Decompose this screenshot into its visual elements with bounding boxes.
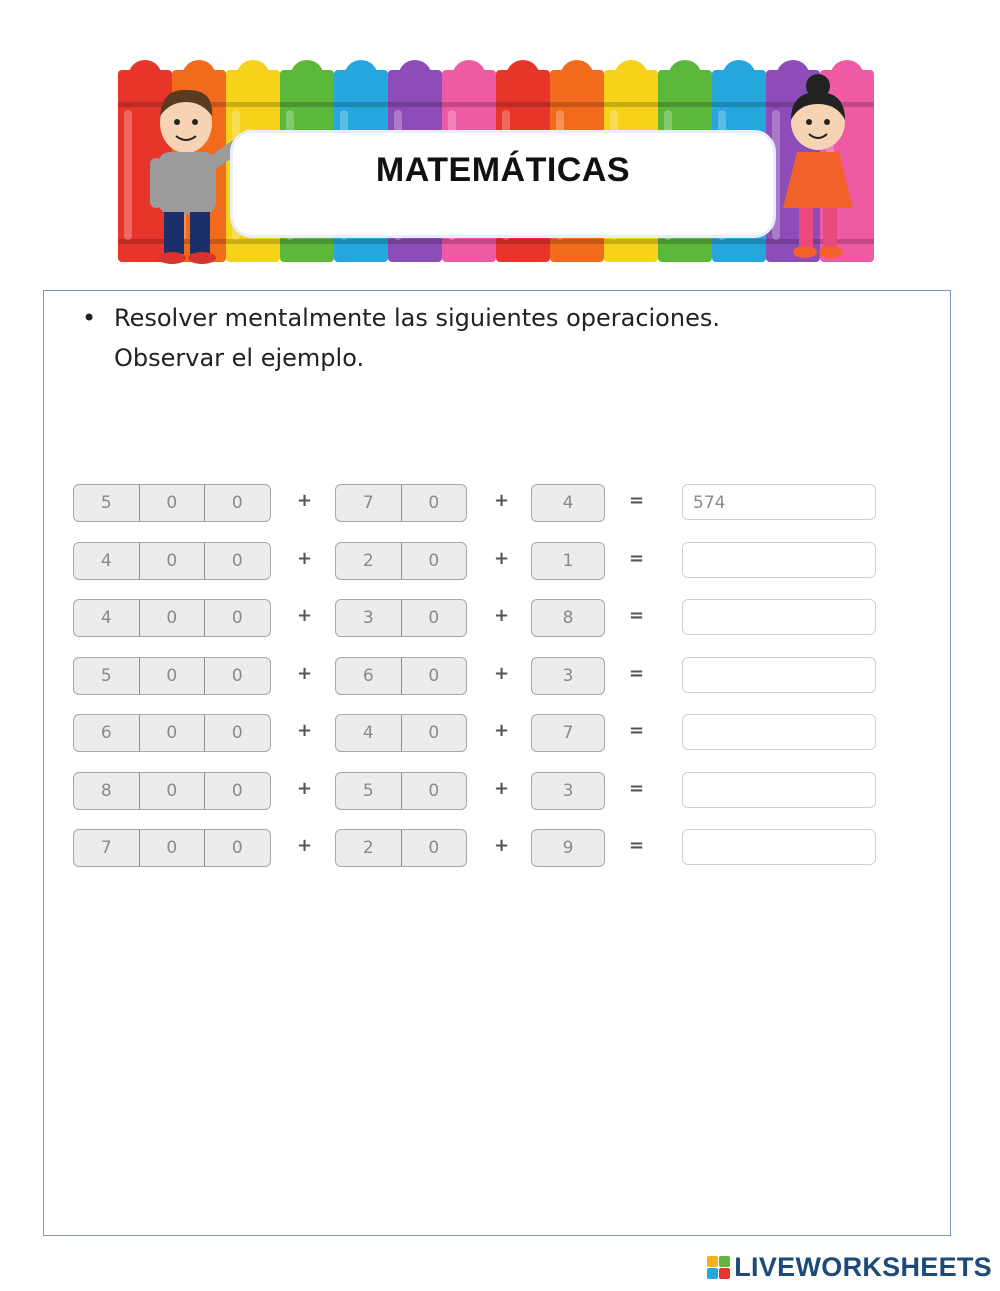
digit-cell: 4 xyxy=(562,493,574,513)
ones-box xyxy=(531,542,605,580)
ones-box xyxy=(531,657,605,695)
instructions xyxy=(82,298,908,378)
plus-sign: + xyxy=(297,662,313,684)
plus-sign: + xyxy=(494,777,510,799)
digit-cell: 0 xyxy=(139,485,205,521)
digit-cell: 6 xyxy=(100,723,112,743)
ones-box xyxy=(531,829,605,867)
digit-cell: 0 xyxy=(401,485,467,521)
digit-cell: 2 xyxy=(362,550,374,571)
equals-sign: = xyxy=(629,605,645,626)
ones-box xyxy=(531,599,605,637)
digit-cell: 7 xyxy=(562,723,574,743)
tens-box xyxy=(335,829,467,867)
logo-square xyxy=(719,1256,730,1267)
digit-cell: 0 xyxy=(401,543,467,579)
operation-row xyxy=(73,542,883,580)
tens-box xyxy=(335,772,467,810)
instruction-line-2: Observar el ejemplo. xyxy=(114,344,365,372)
plus-sign: + xyxy=(297,777,313,799)
answer-input[interactable] xyxy=(682,829,876,865)
digit-cell: 0 xyxy=(139,600,205,636)
digit-cell: 5 xyxy=(362,780,374,801)
hundreds-box xyxy=(73,484,271,522)
answer-input[interactable] xyxy=(682,599,876,635)
digit-cell: 0 xyxy=(401,658,467,694)
tens-box xyxy=(335,714,467,752)
tens-box xyxy=(335,542,467,580)
logo-mark-icon xyxy=(707,1256,730,1279)
digit-cell: 6 xyxy=(362,665,374,686)
digit-cell: 0 xyxy=(204,715,270,751)
answer-input[interactable] xyxy=(682,542,876,578)
digit-cell: 4 xyxy=(100,608,112,628)
ones-box xyxy=(531,772,605,810)
digit-cell: 0 xyxy=(204,543,270,579)
liveworksheets-logo xyxy=(707,1252,992,1283)
operation-row xyxy=(73,484,883,522)
tens-box xyxy=(335,484,467,522)
digit-cell: 3 xyxy=(562,780,574,801)
logo-text: LIVEWORKSHEETS xyxy=(734,1252,992,1282)
girl-illustration xyxy=(763,72,873,268)
logo-square xyxy=(707,1268,718,1279)
plus-sign: + xyxy=(494,490,510,511)
operation-row xyxy=(73,657,883,695)
plus-sign: + xyxy=(297,490,313,511)
hundreds-box xyxy=(73,829,271,867)
digit-cell: 8 xyxy=(562,608,574,628)
plus-sign: + xyxy=(297,720,313,741)
bullet: • xyxy=(82,304,97,332)
equals-sign: = xyxy=(629,777,645,799)
digit-cell: 0 xyxy=(204,658,270,694)
digit-cell: 0 xyxy=(204,485,270,521)
digit-cell: 0 xyxy=(401,830,467,866)
digit-cell: 0 xyxy=(401,715,467,751)
equals-sign: = xyxy=(629,720,645,741)
ones-box xyxy=(531,484,605,522)
digit-cell: 1 xyxy=(562,550,574,571)
page-title: MATEMÁTICAS xyxy=(375,150,631,189)
digit-cell: 2 xyxy=(362,838,374,858)
operation-row xyxy=(73,599,883,637)
logo-square xyxy=(719,1268,730,1279)
digit-cell: 3 xyxy=(562,665,574,686)
header-banner xyxy=(118,58,878,266)
hundreds-box xyxy=(73,542,271,580)
digit-cell: 5 xyxy=(100,665,112,686)
operation-row xyxy=(73,772,883,810)
digit-cell: 5 xyxy=(100,493,112,513)
hundreds-box xyxy=(73,657,271,695)
equals-sign: = xyxy=(629,490,645,511)
plus-sign: + xyxy=(297,605,313,626)
tens-box xyxy=(335,599,467,637)
digit-cell: 0 xyxy=(401,773,467,809)
digit-cell: 0 xyxy=(204,773,270,809)
logo-square xyxy=(707,1256,718,1267)
digit-cell: 4 xyxy=(100,550,112,571)
equals-sign: = xyxy=(629,547,645,569)
digit-cell: 0 xyxy=(139,830,205,866)
worksheet-frame xyxy=(43,290,951,1236)
instruction-line-1: Resolver mentalmente las siguientes operaciones. xyxy=(114,304,720,332)
digit-cell: 7 xyxy=(100,838,112,858)
answer-input[interactable]: 574 xyxy=(682,484,876,520)
operation-row xyxy=(73,829,883,867)
digit-cell: 0 xyxy=(139,773,205,809)
digit-cell: 0 xyxy=(204,830,270,866)
digit-cell: 4 xyxy=(362,723,374,743)
answer-input[interactable] xyxy=(682,772,876,808)
digit-cell: 9 xyxy=(562,838,574,858)
digit-cell: 0 xyxy=(401,600,467,636)
plus-sign: + xyxy=(297,547,313,569)
digit-cell: 7 xyxy=(362,493,374,513)
ones-box xyxy=(531,714,605,752)
equals-sign: = xyxy=(629,835,645,856)
tens-box xyxy=(335,657,467,695)
plus-sign: + xyxy=(494,662,510,684)
plus-sign: + xyxy=(494,605,510,626)
digit-cell: 0 xyxy=(139,715,205,751)
plus-sign: + xyxy=(494,720,510,741)
digit-cell: 3 xyxy=(362,608,374,628)
digit-cell: 8 xyxy=(100,780,112,801)
answer-input[interactable] xyxy=(682,714,876,750)
digit-cell: 0 xyxy=(204,600,270,636)
hundreds-box xyxy=(73,772,271,810)
operation-row xyxy=(73,714,883,752)
answer-input[interactable] xyxy=(682,657,876,693)
plus-sign: + xyxy=(494,835,510,856)
equals-sign: = xyxy=(629,662,645,684)
hundreds-box xyxy=(73,599,271,637)
plus-sign: + xyxy=(297,835,313,856)
plus-sign: + xyxy=(494,547,510,569)
hundreds-box xyxy=(73,714,271,752)
digit-cell: 0 xyxy=(139,658,205,694)
title-card xyxy=(230,130,776,238)
digit-cell: 0 xyxy=(139,543,205,579)
